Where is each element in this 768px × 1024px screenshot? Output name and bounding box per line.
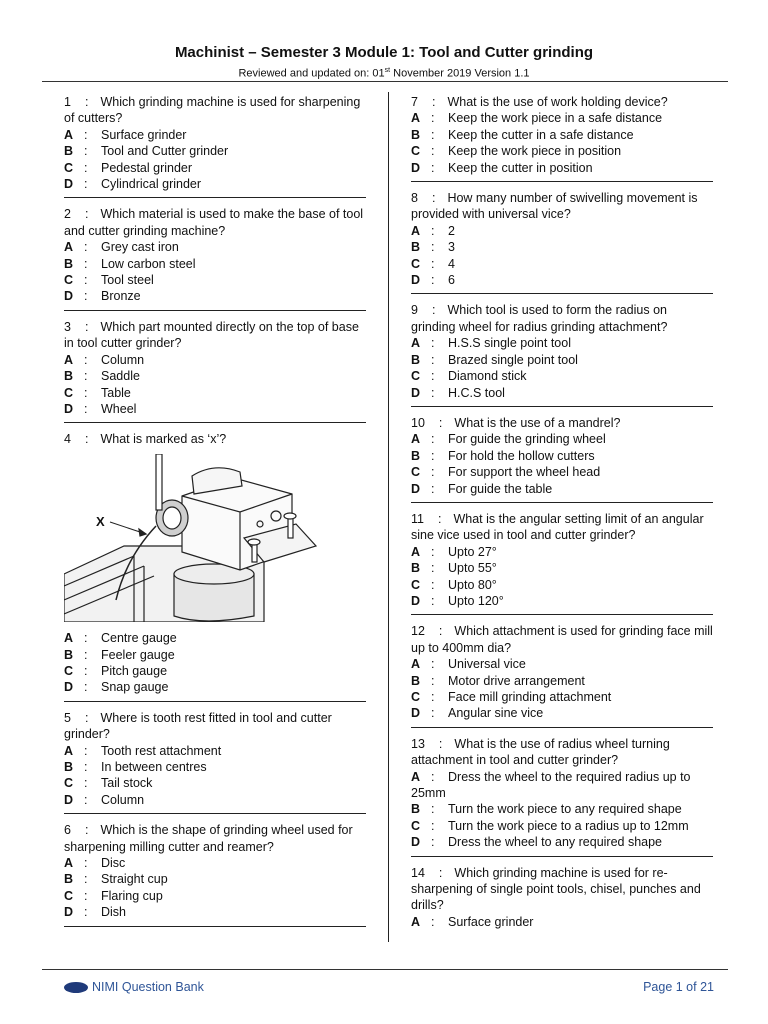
option-row	[411, 110, 713, 126]
option-row	[64, 871, 366, 887]
question-separator: :	[438, 736, 443, 751]
option-separator: :	[431, 690, 435, 704]
option-separator: :	[431, 369, 435, 384]
option-separator: :	[431, 914, 435, 929]
option-row	[64, 176, 366, 192]
option-row	[411, 577, 713, 593]
option-separator: :	[84, 144, 88, 159]
option-separator: :	[431, 223, 435, 238]
option-row	[64, 143, 366, 159]
option-separator: :	[84, 792, 88, 807]
page-header	[0, 44, 768, 81]
question-stem	[411, 302, 713, 335]
subtitle-prefix: Reviewed and updated on: 01	[238, 67, 385, 80]
option-separator: :	[431, 111, 435, 126]
option-row	[411, 593, 713, 609]
option-row	[64, 160, 366, 176]
question-11	[411, 511, 713, 615]
option-letter: C	[411, 256, 421, 271]
question-14	[411, 865, 713, 936]
option-row	[411, 481, 713, 497]
option-row	[411, 368, 713, 384]
option-row	[411, 834, 713, 850]
nimi-logo-icon	[64, 982, 88, 993]
option-letter: B	[411, 673, 421, 688]
option-separator: :	[84, 680, 88, 695]
option-separator: :	[431, 273, 435, 288]
option-text: Cylindrical grinder	[101, 177, 202, 192]
option-text: Pedestal grinder	[101, 160, 193, 175]
option-letter: B	[411, 561, 421, 576]
option-letter: B	[64, 759, 74, 774]
option-separator: :	[431, 465, 435, 480]
option-row	[411, 769, 713, 802]
question-separator: :	[431, 95, 436, 109]
document-title: Machinist – Semester 3 Module 1: Tool and Cutter grinding	[174, 44, 594, 61]
question-text: Which tool is used to form the radius on grinding wheel for radius grinding attachment?	[411, 303, 668, 334]
option-letter: D	[411, 593, 421, 608]
option-letter: A	[411, 111, 421, 126]
question-number: 9	[411, 303, 418, 318]
document-subtitle	[0, 64, 768, 81]
option-row	[411, 223, 713, 239]
option-row	[64, 855, 366, 871]
option-letter: A	[411, 223, 421, 238]
option-row	[64, 256, 366, 272]
option-row	[411, 914, 713, 930]
question-number: 4	[64, 432, 71, 447]
question-separator: :	[84, 207, 89, 222]
option-text: 4	[448, 256, 455, 271]
option-separator: :	[431, 448, 435, 463]
question-separator: :	[438, 865, 443, 880]
question-4	[64, 431, 366, 701]
option-text: Turn the work piece to any required shape	[448, 802, 682, 817]
question-number: 6	[64, 823, 71, 838]
option-separator: :	[431, 336, 435, 351]
option-letter: A	[64, 240, 74, 255]
question-stem	[64, 206, 366, 239]
option-letter: B	[411, 448, 421, 463]
option-row	[411, 818, 713, 834]
question-text: Where is tooth rest fitted in tool and cutter grinder?	[64, 710, 332, 742]
footer-brand	[64, 980, 204, 994]
option-separator: :	[431, 706, 435, 721]
option-row	[411, 431, 713, 447]
option-letter: C	[64, 663, 74, 678]
option-text: Upto 80°	[448, 577, 497, 592]
option-separator: :	[84, 177, 88, 192]
question-number: 11	[411, 511, 424, 526]
option-letter: B	[64, 256, 74, 271]
question-number: 5	[64, 710, 71, 725]
option-letter: A	[64, 127, 74, 142]
option-separator: :	[84, 647, 88, 662]
option-text: Feeler gauge	[101, 647, 175, 662]
option-separator: :	[84, 759, 88, 774]
question-text: What is the angular setting limit of an angular sine vice used in tool and cutter grinder?	[411, 511, 704, 543]
option-letter: C	[411, 144, 421, 159]
header-rule	[42, 81, 728, 82]
option-separator: :	[84, 369, 88, 384]
option-letter: B	[411, 240, 421, 255]
option-row	[64, 792, 366, 808]
option-text: Bronze	[101, 289, 141, 304]
option-separator: :	[84, 240, 88, 255]
question-7	[411, 94, 713, 182]
option-separator: :	[84, 160, 88, 175]
option-separator: :	[84, 631, 88, 646]
option-separator: :	[84, 743, 88, 758]
option-text: In between centres	[101, 759, 207, 774]
question-stem	[64, 822, 366, 855]
option-letter: D	[411, 706, 421, 721]
question-stem	[411, 511, 713, 544]
option-text: Face mill grinding attachment	[448, 690, 612, 704]
question-text: Which grinding machine is used for sharpening of cutters?	[64, 95, 361, 126]
option-letter: C	[411, 577, 421, 592]
option-separator: :	[431, 481, 435, 496]
question-number: 13	[411, 736, 425, 751]
question-stem	[64, 94, 366, 127]
option-text: 6	[448, 273, 455, 288]
option-separator: :	[431, 769, 435, 784]
option-letter: A	[64, 352, 74, 367]
option-letter: A	[411, 336, 421, 351]
option-separator: :	[431, 240, 435, 255]
option-text: For support the wheel head	[448, 465, 601, 480]
option-text: Upto 120°	[448, 593, 504, 608]
option-separator: :	[431, 818, 435, 833]
option-letter: D	[411, 481, 421, 496]
option-text: Column	[101, 792, 145, 807]
option-text: H.S.S single point tool	[448, 336, 571, 351]
option-row	[411, 560, 713, 576]
question-text: How many number of swivelling movement is provided with universal vice?	[411, 191, 698, 222]
option-text: Low carbon steel	[101, 256, 196, 271]
option-text: Table	[101, 385, 131, 400]
question-text: What is the use of work holding device?	[447, 95, 668, 109]
question-10	[411, 415, 713, 503]
option-letter: D	[64, 289, 74, 304]
question-separator: :	[84, 823, 89, 838]
question-stem	[411, 415, 713, 431]
option-letter: A	[411, 544, 421, 559]
question-5	[64, 710, 366, 814]
option-letter: C	[64, 385, 74, 400]
option-text: Saddle	[101, 369, 140, 384]
question-stem	[64, 431, 366, 447]
footer-rule	[42, 969, 728, 970]
option-separator: :	[431, 835, 435, 850]
question-separator: :	[84, 319, 89, 334]
option-text: Diamond stick	[448, 369, 527, 384]
option-text: Disc	[101, 856, 126, 870]
option-row	[64, 401, 366, 417]
option-separator: :	[84, 256, 88, 271]
option-row	[64, 368, 366, 384]
option-separator: :	[84, 273, 88, 288]
option-row	[64, 239, 366, 255]
option-row	[64, 272, 366, 288]
left-column	[64, 94, 366, 935]
option-separator: :	[84, 289, 88, 304]
option-separator: :	[431, 657, 435, 672]
option-row	[64, 127, 366, 143]
option-letter: D	[64, 401, 74, 416]
option-separator: :	[431, 593, 435, 608]
option-row	[64, 647, 366, 663]
option-row	[411, 385, 713, 401]
option-row	[411, 544, 713, 560]
question-text: Which part mounted directly on the top of base in tool cutter grinder?	[64, 319, 359, 351]
option-letter: B	[411, 802, 421, 817]
option-letter: C	[411, 818, 421, 833]
option-text: For guide the table	[448, 481, 553, 496]
option-separator: :	[431, 127, 435, 142]
option-letter: A	[64, 631, 74, 646]
option-text: Pitch gauge	[101, 663, 168, 678]
option-text: Tool steel	[101, 273, 154, 288]
question-separator: :	[431, 191, 436, 206]
option-letter: C	[64, 273, 74, 288]
question-6	[64, 822, 366, 926]
option-row	[411, 335, 713, 351]
option-text: Wheel	[101, 401, 137, 416]
question-text: Which grinding machine is used for re-sharpening of single point tools, chisel, punches and drills?	[411, 865, 701, 913]
option-letter: B	[64, 872, 74, 887]
option-letter: C	[411, 690, 421, 704]
option-letter: D	[411, 160, 421, 175]
option-text: Flaring cup	[101, 888, 163, 903]
question-2	[64, 206, 366, 310]
option-row	[411, 689, 713, 705]
question-separator: :	[438, 415, 443, 430]
question-1	[64, 94, 366, 198]
option-separator: :	[431, 802, 435, 817]
option-row	[411, 464, 713, 480]
option-letter: B	[64, 369, 74, 384]
option-letter: C	[64, 776, 74, 791]
option-row	[64, 775, 366, 791]
option-letter: A	[411, 432, 421, 447]
option-letter: C	[411, 465, 421, 480]
option-text: Surface grinder	[101, 127, 187, 142]
option-separator: :	[84, 856, 88, 870]
question-separator: :	[437, 511, 442, 526]
question-number: 10	[411, 415, 425, 430]
option-letter: A	[411, 657, 421, 672]
option-row	[64, 630, 366, 646]
option-row	[411, 239, 713, 255]
question-number: 1	[64, 95, 71, 109]
option-separator: :	[431, 160, 435, 175]
option-separator: :	[84, 352, 88, 367]
option-row	[64, 663, 366, 679]
option-separator: :	[431, 432, 435, 447]
question-separator: :	[84, 95, 89, 109]
option-text: For hold the hollow cutters	[448, 448, 595, 463]
question-separator: :	[431, 303, 436, 318]
option-text: Surface grinder	[448, 914, 534, 929]
option-row	[64, 759, 366, 775]
option-text: For guide the grinding wheel	[448, 432, 606, 447]
question-separator: :	[84, 710, 89, 725]
question-stem	[64, 319, 366, 352]
option-letter: A	[64, 856, 74, 870]
question-text: Which attachment is used for grinding face mill up to 400mm dia?	[411, 624, 713, 655]
option-text: Angular sine vice	[448, 706, 544, 721]
option-text: Dish	[101, 905, 127, 920]
tool-cutter-grinder-figure	[64, 454, 366, 622]
option-letter: D	[64, 905, 74, 920]
question-3	[64, 319, 366, 423]
question-9	[411, 302, 713, 406]
question-text: What is the use of radius wheel turning attachment in tool and cutter grinder?	[411, 736, 670, 768]
option-text: Brazed single point tool	[448, 352, 578, 367]
option-separator: :	[431, 544, 435, 559]
option-row	[64, 743, 366, 759]
option-row	[64, 904, 366, 920]
question-13	[411, 736, 713, 857]
question-stem	[411, 865, 713, 914]
option-separator: :	[84, 663, 88, 678]
option-separator: :	[431, 144, 435, 159]
question-number: 14	[411, 865, 425, 880]
option-letter: D	[64, 792, 74, 807]
option-row	[411, 143, 713, 159]
option-row	[411, 448, 713, 464]
option-row	[411, 160, 713, 176]
option-text: Keep the cutter in position	[448, 160, 593, 175]
option-text: 3	[448, 240, 455, 255]
option-text: Dress the wheel to any required shape	[448, 835, 663, 850]
option-letter: D	[64, 680, 74, 695]
option-text: Straight cup	[101, 872, 168, 887]
option-separator: :	[431, 256, 435, 271]
right-column	[411, 94, 713, 943]
option-letter: B	[411, 352, 421, 367]
subtitle-superscript: st	[384, 67, 391, 74]
question-text: Which is the shape of grinding wheel used for sharpening milling cutter and reamer?	[64, 823, 353, 854]
option-row	[64, 385, 366, 401]
option-letter: B	[411, 127, 421, 142]
option-separator: :	[431, 561, 435, 576]
option-text: 2	[448, 223, 455, 238]
option-row	[411, 673, 713, 689]
question-stem	[64, 710, 366, 743]
option-row	[411, 352, 713, 368]
question-stem	[411, 623, 713, 656]
question-separator: :	[84, 432, 89, 447]
figure-label-x: X	[96, 513, 105, 529]
option-letter: D	[411, 835, 421, 850]
option-text: H.C.S tool	[448, 385, 505, 400]
option-letter: C	[64, 160, 74, 175]
column-divider	[388, 92, 389, 942]
option-row	[411, 801, 713, 817]
option-text: Snap gauge	[101, 680, 169, 695]
option-letter: A	[64, 743, 74, 758]
option-row	[411, 127, 713, 143]
option-row	[64, 679, 366, 695]
question-number: 8	[411, 191, 418, 206]
option-row	[64, 288, 366, 304]
option-row	[64, 352, 366, 368]
question-8	[411, 190, 713, 294]
question-number: 2	[64, 207, 71, 222]
option-row	[411, 656, 713, 672]
option-text: Centre gauge	[101, 631, 177, 646]
option-separator: :	[84, 401, 88, 416]
option-letter: A	[411, 914, 421, 929]
option-row	[411, 256, 713, 272]
option-separator: :	[431, 673, 435, 688]
question-separator: :	[438, 624, 443, 639]
option-row	[64, 888, 366, 904]
option-text: Grey cast iron	[101, 240, 179, 255]
option-text: Tooth rest attachment	[101, 743, 222, 758]
option-separator: :	[84, 888, 88, 903]
option-separator: :	[431, 577, 435, 592]
option-text: Turn the work piece to a radius up to 12mm	[448, 818, 689, 833]
option-separator: :	[84, 127, 88, 142]
option-letter: B	[64, 144, 74, 159]
question-number: 3	[64, 319, 71, 334]
option-text: Universal vice	[448, 657, 526, 672]
option-separator: :	[84, 872, 88, 887]
option-letter: D	[411, 385, 421, 400]
option-text: Motor drive arrangement	[448, 673, 585, 688]
option-text: Keep the cutter in a safe distance	[448, 127, 634, 142]
option-letter: C	[411, 369, 421, 384]
option-letter: C	[64, 888, 74, 903]
question-text: What is marked as ‘x’?	[100, 432, 227, 447]
question-number: 7	[411, 95, 418, 109]
option-letter: D	[64, 177, 74, 192]
option-separator: :	[84, 905, 88, 920]
option-text: Tail stock	[101, 776, 153, 791]
option-text: Keep the work piece in a safe distance	[448, 111, 663, 126]
option-separator: :	[84, 776, 88, 791]
option-row	[411, 705, 713, 721]
option-separator: :	[431, 385, 435, 400]
option-letter: B	[64, 647, 74, 662]
option-text: Dress the wheel to the required radius up to 25mm	[411, 769, 691, 801]
question-text: Which material is used to make the base of tool and cutter grinding machine?	[64, 207, 364, 238]
footer-brand-text: NIMI Question Bank	[92, 980, 204, 994]
question-number: 12	[411, 624, 425, 639]
option-text: Keep the work piece in position	[448, 144, 622, 159]
question-stem	[411, 736, 713, 769]
page-number: Page 1 of 21	[643, 980, 714, 994]
option-letter: A	[411, 769, 421, 784]
option-separator: :	[84, 385, 88, 400]
question-text: What is the use of a mandrel?	[454, 415, 621, 430]
subtitle-suffix: November 2019 Version 1.1	[390, 67, 530, 80]
option-row	[411, 272, 713, 288]
option-text: Upto 27°	[448, 544, 497, 559]
option-separator: :	[431, 352, 435, 367]
question-12	[411, 623, 713, 727]
option-text: Upto 55°	[448, 561, 497, 576]
question-stem	[411, 94, 713, 110]
option-letter: D	[411, 273, 421, 288]
question-stem	[411, 190, 713, 223]
option-text: Tool and Cutter grinder	[101, 144, 229, 159]
option-text: Column	[101, 352, 145, 367]
